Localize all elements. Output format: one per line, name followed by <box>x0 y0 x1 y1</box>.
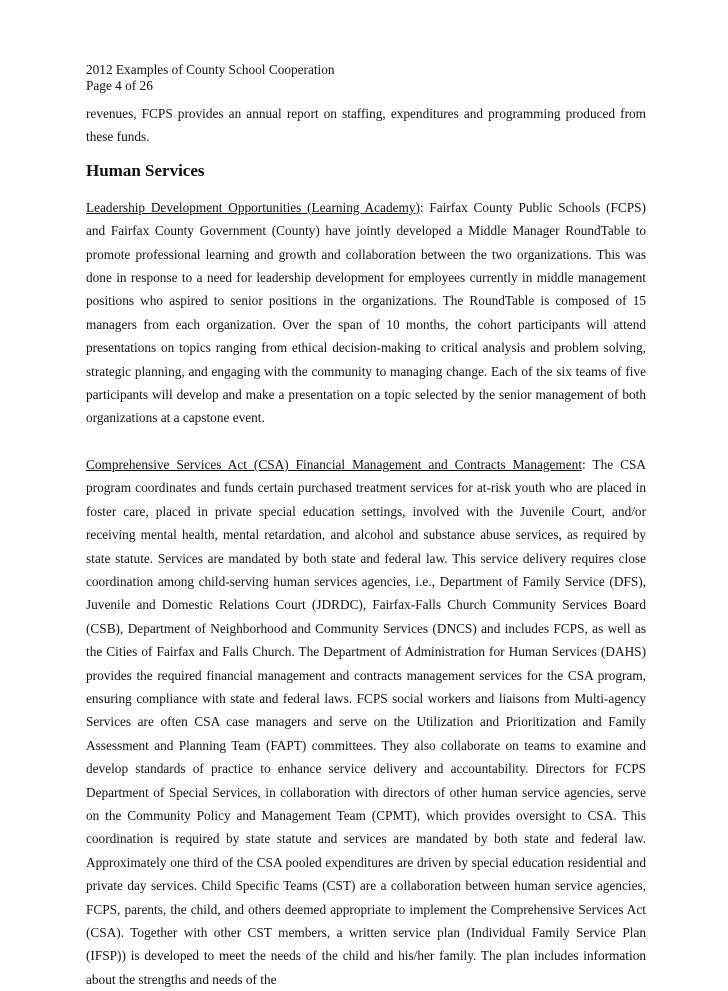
document-title: 2012 Examples of County School Cooperation <box>86 62 335 77</box>
paragraph-csa-text: : The CSA program coordinates and funds certain purchased treatment services for at-risk youth who are placed in foster care, placed in private special education settings, involved with the Juvenile Court, and/or receiving mental health, mental retardation, and alcohol and substance abuse services, as required by state statute. Services are mandated by both state and federal law. This service delivery requires close coordination among child-serving human services agencies, i.e., Department of Family Service (DFS), Juvenile and Domestic Relations Court (JDRDC), Fairfax-Falls Church Community Services Board (CSB), Department of Neighborhood and Community Services (DNCS) and includes FCPS, as well as the Cities of Fairfax and Falls Church. The Department of Administration for Human Services (DAHS) provides the required financial management and contracts management services for the CSA program, ensuring compliance with state and federal laws. FCPS social workers and liaisons from Multi-agency Services are often CSA case managers and serve on the Utilization and Prioritization and Family Assessment and Planning Team (FAPT) committees. They also collaborate on teams to examine and develop standards of practice to enhance service delivery and accountability. Directors for FCPS Department of Special Services, in collaboration with directors of other human service agencies, serve on the Community Policy and Management Team (CPMT), which provides oversight to CSA. This coordination is required by state statute and services are mandated by both state and federal law. Approximately one third of the CSA pooled expenditures are driven by special education residential and private day services. Child Specific Teams (CST) are a collaboration between human service agencies, FCPS, parents, the child, and others deemed appropriate to implement the Comprehensive Services Act (CSA). Together with other CST members, a written service plan (Individual Family Service Plan (IFSP)) is developed to meet the needs of the child and his/her family. The plan includes information about the strengths and needs of the <box>86 456 646 987</box>
running-header <box>86 62 646 94</box>
topic-heading-leadership: Leadership Development Opportunities (Learning Academy) <box>86 199 420 215</box>
page-number: Page 4 of 26 <box>86 78 153 93</box>
intro-paragraph: revenues, FCPS provides an annual report on staffing, expenditures and programming produced from these funds. <box>86 106 646 145</box>
paragraph-leadership <box>86 196 646 430</box>
section-heading: Human Services <box>86 160 205 180</box>
paragraph-csa <box>86 453 646 991</box>
document-page <box>86 62 646 991</box>
paragraph-spacer <box>86 430 646 453</box>
paragraph-leadership-text: : Fairfax County Public Schools (FCPS) and Fairfax County Government (County) have jointly developed a Middle Manager RoundTable to promote professional learning and growth and collaboration between the two organizations. This was done in response to a need for leadership development for employees currently in middle management positions who aspired to senior positions in the organizations. The RoundTable is composed of 15 managers from each organization. Over the span of 10 months, the cohort participants will attend presentations on topics ranging from ethical decision-making to critical analysis and problem solving, strategic planning, and engaging with the community to managing change. Each of the six teams of five participants will develop and make a presentation on a topic selected by the senior management of both organizations at a capstone event. <box>86 199 646 426</box>
topic-heading-csa: Comprehensive Services Act (CSA) Financial Management and Contracts Management <box>86 456 583 472</box>
